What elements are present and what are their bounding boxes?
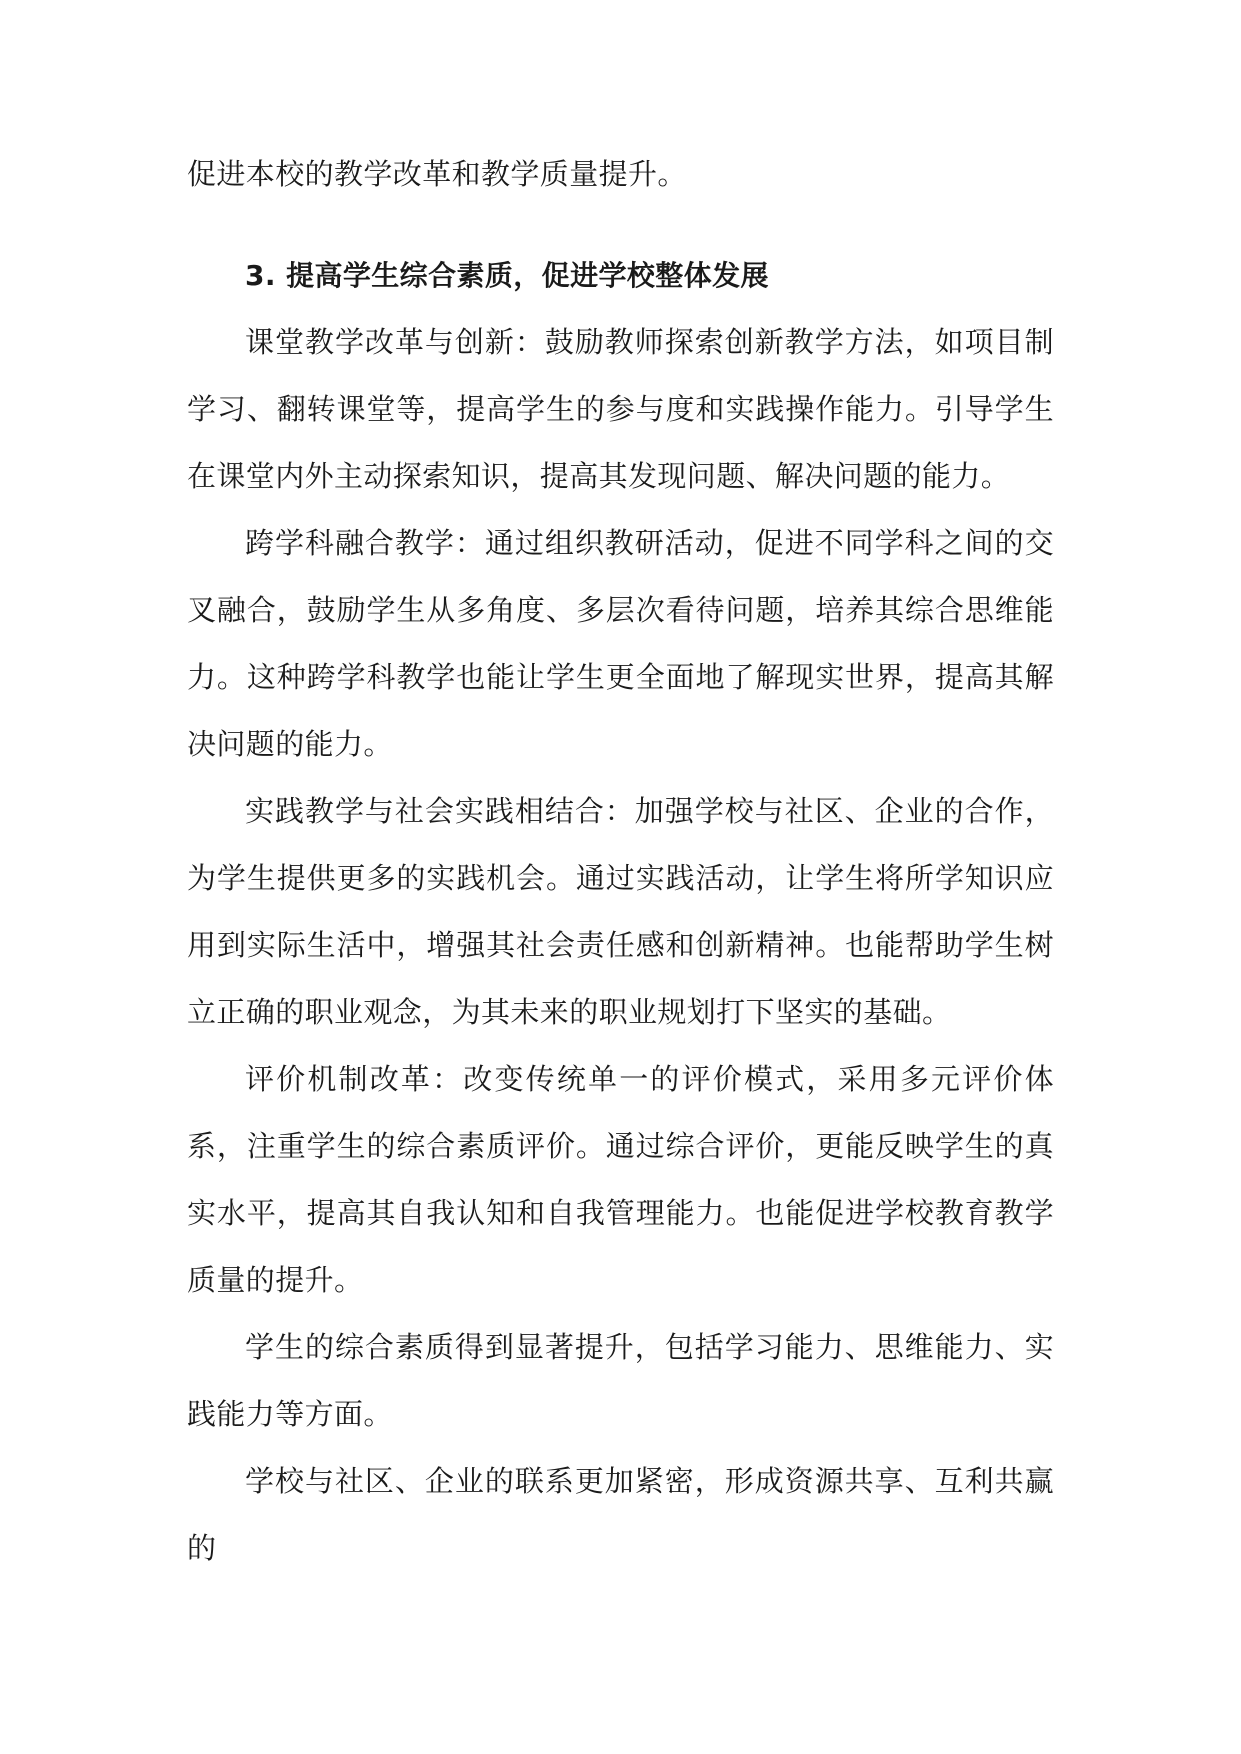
paragraph-practice-teaching: 实践教学与社会实践相结合：加强学校与社区、企业的合作，为学生提供更多的实践机会。通过实践活动，让学生将所学知识应用到实际生活中，增强其社会责任感和创新精神。也能帮助学生树立正确的职业观念，为其未来的职业规划打下坚实的基础。: [187, 794, 1054, 1029]
paragraph-classroom-reform: 课堂教学改革与创新：鼓励教师探索创新教学方法，如项目制学习、翻转课堂等，提高学生的参与度和实践操作能力。引导学生在课堂内外主动探索知识，提高其发现问题、解决问题的能力。: [187, 325, 1054, 493]
paragraph-interdisciplinary: 跨学科融合教学：通过组织教研活动，促进不同学科之间的交叉融合，鼓励学生从多角度、多层次看待问题，培养其综合思维能力。这种跨学科教学也能让学生更全面地了解现实世界，提高其解决问题的能力。: [187, 526, 1054, 761]
section-heading: 3. 提高学生综合素质，促进学校整体发展: [245, 259, 769, 292]
paragraph-evaluation-reform: 评价机制改革：改变传统单一的评价模式，采用多元评价体系，注重学生的综合素质评价。通过综合评价，更能反映学生的真实水平，提高其自我认知和自我管理能力。也能促进学校教育教学质量的提升。: [187, 1062, 1054, 1297]
paragraph-continuation: 促进本校的教学改革和教学质量提升。: [187, 157, 687, 191]
paragraph-student-quality: 学生的综合素质得到显著提升，包括学习能力、思维能力、实践能力等方面。: [187, 1330, 1054, 1431]
paragraph-community-links: 学校与社区、企业的联系更加紧密，形成资源共享、互利共赢的: [187, 1464, 1054, 1565]
document-body: [187, 141, 1054, 1582]
